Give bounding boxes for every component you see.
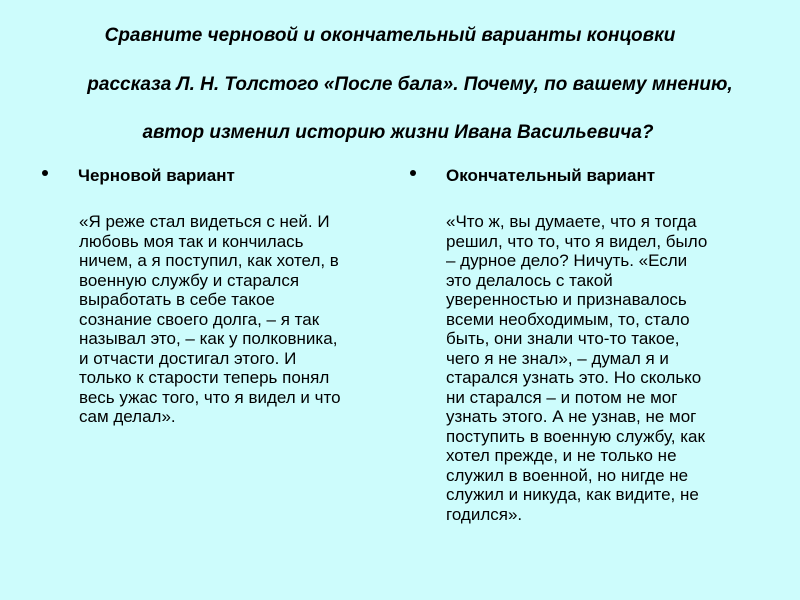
final-variant-quote: «Что ж, вы думаете, что я тогда решил, что то, что я видел, было – дурное дело? Ничуть. «Если это делалось с такой уверенностью и признавалось всеми необходимым, то, стало быть, они знали что-то такое, чего я не знал», – думал я и старался узнать это. Но сколько ни старался – и потом не мог узнать этого. А не узнав, не мог поступить в военную службу, как хотел прежде, и не только не служил в военной, но нигде не служил и никуда, как видите, не годился». [446, 212, 708, 524]
bullet-icon [42, 170, 48, 176]
final-variant-heading: Окончательный вариант [446, 166, 656, 185]
title-line-1: Сравните черновой и окончательный варианты концовки [104, 25, 676, 46]
draft-variant-heading: Черновой вариант [78, 166, 235, 185]
title-line-3: автор изменил историю жизни Ивана Васильевича? [142, 122, 654, 143]
draft-variant-quote: «Я реже стал видеться с ней. И любовь моя так и кончилась ничем, а я поступил, как хотел, в военную службу и старался выработать в себе такое сознание своего долга, – я так называл это, – как у полковника, и отчасти достигал этого. И только к старости теперь понял весь ужас того, что я видел и что сам делал». [79, 212, 341, 426]
bullet-icon [410, 170, 416, 176]
title-line-2: рассказа Л. Н. Толстого «После бала». Почему, по вашему мнению, [87, 74, 733, 95]
